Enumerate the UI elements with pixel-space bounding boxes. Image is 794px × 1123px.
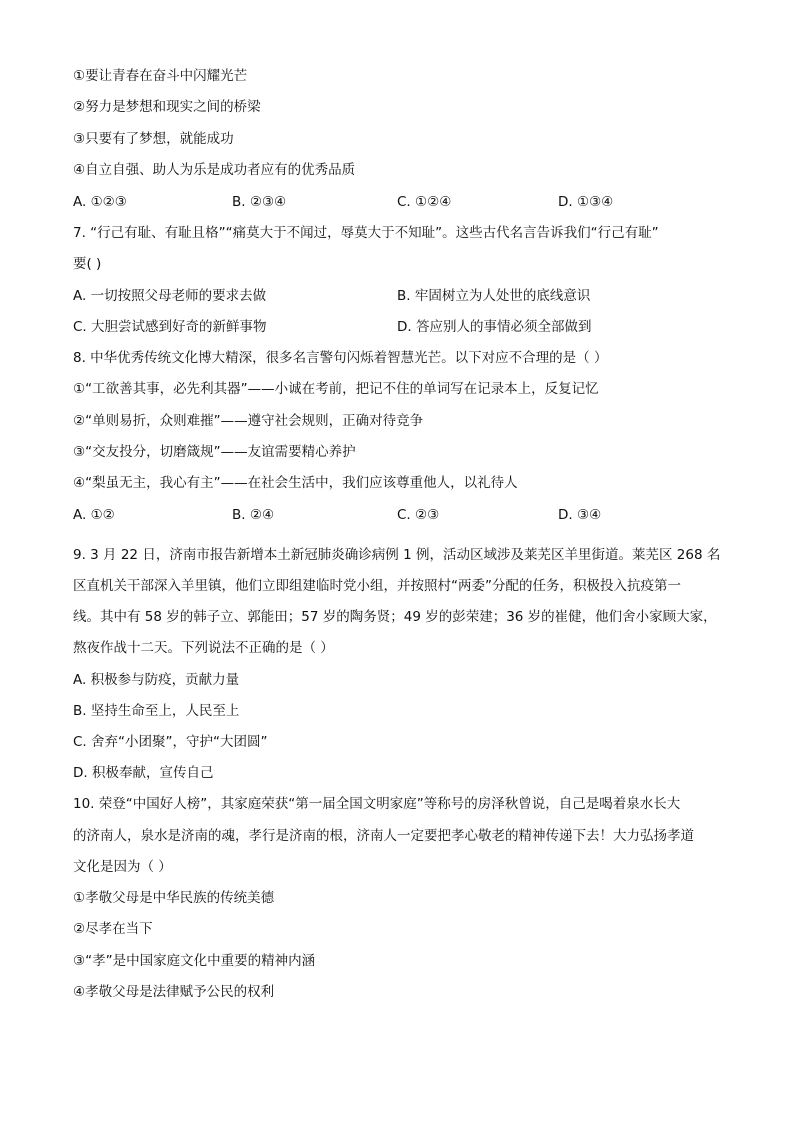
q10-item-1: ①孝敬父母是中华民族的传统美德 [73, 890, 275, 906]
q7-option-d[interactable]: D. 答应别人的事情必须全部做到 [397, 319, 592, 335]
statement-2: ②努力是梦想和现实之间的桥梁 [73, 99, 261, 115]
q8-item-1: ①“工欲善其事，必先利其器”——小诚在考前，把记不住的单词写在记录本上，反复记忆 [73, 381, 599, 397]
q10-item-3: ③“孝”是中国家庭文化中重要的精神内涵 [73, 953, 316, 969]
q8-option-a[interactable]: A. ①② [73, 507, 115, 523]
q9-stem-line-2: 区直机关干部深入羊里镇，他们立即组建临时党小组，并按照村“两委”分配的任务，积极投入抗疫第一 [73, 578, 681, 594]
q8-option-b[interactable]: B. ②④ [232, 507, 275, 523]
q9-stem-line-3: 线。其中有 58 岁的韩子立、郭能田；57 岁的陶务贤；49 岁的彭荣建；36 岁的崔健，他们舍小家顾大家， [73, 609, 717, 625]
q8-option-d[interactable]: D. ③④ [558, 507, 602, 523]
statement-4: ④自立自强、助人为乐是成功者应有的优秀品质 [73, 162, 356, 178]
q8-item-3: ③“交友投分，切磨箴规”——友谊需要精心养护 [73, 444, 356, 460]
q10-item-4: ④孝敬父母是法律赋予公民的权利 [73, 984, 275, 1000]
q9-stem-line-4: 熬夜作战十二天。下列说法不正确的是（ ） [73, 640, 334, 656]
q8-item-2: ②“单则易折，众则难摧”——遵守社会规则，正确对待竞争 [73, 413, 424, 429]
q8-option-c[interactable]: C. ②③ [397, 507, 440, 523]
q7-stem-cont: 要( ) [73, 256, 102, 272]
statement-3: ③只要有了梦想，就能成功 [73, 131, 234, 147]
q9-option-c[interactable]: C. 舍弃“小团聚”，守护“大团圆” [73, 734, 268, 750]
q9-option-a[interactable]: A. 积极参与防疫，贡献力量 [73, 672, 240, 688]
option-b[interactable]: B. ②③④ [232, 194, 287, 210]
statement-1: ①要让青春在奋斗中闪耀光芒 [73, 68, 248, 84]
q10-stem-line-3: 文化是因为（ ） [73, 859, 172, 875]
option-a[interactable]: A. ①②③ [73, 194, 127, 210]
q7-option-a[interactable]: A. 一切按照父母老师的要求去做 [73, 288, 267, 304]
q7-option-b[interactable]: B. 牢固树立为人处世的底线意识 [397, 288, 591, 304]
option-c[interactable]: C. ①②④ [397, 194, 452, 210]
option-d[interactable]: D. ①③④ [558, 194, 614, 210]
q8-item-4: ④“梨虽无主，我心有主”——在社会生活中，我们应该尊重他人，以礼待人 [73, 475, 518, 491]
q9-option-b[interactable]: B. 坚持生命至上，人民至上 [73, 703, 240, 719]
q8-stem: 8. 中华优秀传统文化博大精深，很多名言警句闪烁着智慧光芒。以下对应不合理的是（ ） [73, 350, 608, 366]
q10-stem-line-1: 10. 荣登“中国好人榜”，其家庭荣获“第一届全国文明家庭”等称号的房泽秋曾说，自己是喝着泉水长大 [73, 796, 681, 812]
q9-option-d[interactable]: D. 积极奉献，宣传自己 [73, 765, 214, 781]
q10-stem-line-2: 的济南人，泉水是济南的魂，孝行是济南的根，济南人一定要把孝心敬老的精神传递下去！大力弘扬孝道 [73, 828, 694, 844]
q9-stem-line-1: 9. 3 月 22 日，济南市报告新增本土新冠肺炎确诊病例 1 例，活动区域涉及莱芜区羊里街道。莱芜区 268 名 [73, 547, 721, 563]
q7-stem: 7. “行己有耻、有耻且格”“痛莫大于不闻过，辱莫大于不知耻”。这些古代名言告诉我们“行己有耻” [73, 225, 659, 241]
q7-option-c[interactable]: C. 大胆尝试感到好奇的新鲜事物 [73, 319, 267, 335]
q10-item-2: ②尽孝在当下 [73, 921, 153, 937]
